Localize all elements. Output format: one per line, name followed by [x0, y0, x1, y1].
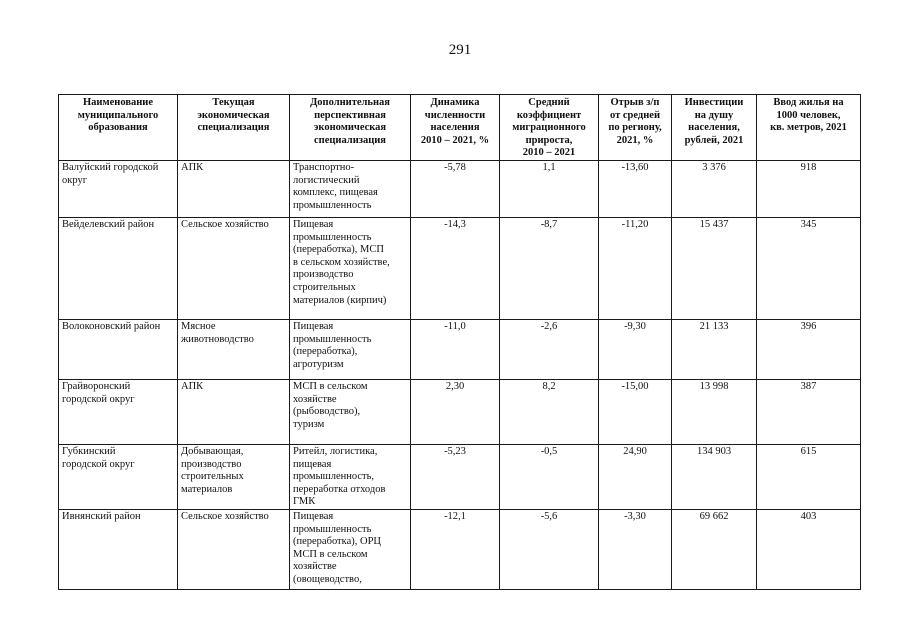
cell-municipality: Грайворонский городской округ — [59, 380, 178, 445]
cell-municipality: Волоконовский район — [59, 320, 178, 380]
cell-salary-gap: 24,90 — [599, 445, 672, 510]
header-additional-specialization: Дополнительная перспективная экономическая специализация — [290, 95, 411, 161]
cell-current-specialization: АПК — [178, 380, 290, 445]
cell-population-dynamics: -14,3 — [411, 218, 500, 320]
cell-additional-specialization: Пищевая промышленность (переработка), МСП в сельском хозяйстве, производство строительных материалов (кирпич) — [290, 218, 411, 320]
page-number: 291 — [448, 42, 472, 58]
cell-additional-specialization: Транспортно- логистический комплекс, пищевая промышленность — [290, 161, 411, 218]
cell-investment-per-capita: 13 998 — [672, 380, 757, 445]
cell-municipality: Ивнянский район — [59, 509, 178, 589]
cell-investment-per-capita: 3 376 — [672, 161, 757, 218]
cell-housing-commissioning: 918 — [757, 161, 861, 218]
table-row — [59, 161, 861, 218]
header-salary-gap: Отрыв з/п от средней по региону, 2021, % — [599, 95, 672, 161]
header-migration-coefficient: Средний коэффициент миграционного прироста, 2010 – 2021 — [500, 95, 599, 161]
cell-investment-per-capita: 134 903 — [672, 445, 757, 510]
table-header-row — [59, 95, 861, 161]
cell-salary-gap: -3,30 — [599, 509, 672, 589]
cell-migration-coefficient: 8,2 — [500, 380, 599, 445]
table-row — [59, 380, 861, 445]
header-population-dynamics: Динамика численности населения 2010 – 2021, % — [411, 95, 500, 161]
cell-salary-gap: -11,20 — [599, 218, 672, 320]
cell-population-dynamics: -11,0 — [411, 320, 500, 380]
cell-population-dynamics: -5,78 — [411, 161, 500, 218]
table-row — [59, 445, 861, 510]
cell-migration-coefficient: 1,1 — [500, 161, 599, 218]
header-municipality: Наименование муниципального образования — [59, 95, 178, 161]
cell-population-dynamics: -12,1 — [411, 509, 500, 589]
cell-housing-commissioning: 387 — [757, 380, 861, 445]
cell-population-dynamics: 2,30 — [411, 380, 500, 445]
cell-salary-gap: -15,00 — [599, 380, 672, 445]
cell-current-specialization: Сельское хозяйство — [178, 218, 290, 320]
municipal-specialization-table — [58, 94, 861, 590]
header-investment-per-capita: Инвестиции на душу населения, рублей, 2021 — [672, 95, 757, 161]
header-current-specialization: Текущая экономическая специализация — [178, 95, 290, 161]
cell-salary-gap: -9,30 — [599, 320, 672, 380]
table-row — [59, 509, 861, 589]
cell-municipality: Губкинский городской округ — [59, 445, 178, 510]
cell-current-specialization: АПК — [178, 161, 290, 218]
table-row — [59, 320, 861, 380]
cell-housing-commissioning: 403 — [757, 509, 861, 589]
cell-current-specialization: Мясное животноводство — [178, 320, 290, 380]
cell-current-specialization: Добывающая, производство строительных материалов — [178, 445, 290, 510]
cell-housing-commissioning: 396 — [757, 320, 861, 380]
cell-municipality: Вейделевский район — [59, 218, 178, 320]
cell-investment-per-capita: 69 662 — [672, 509, 757, 589]
cell-investment-per-capita: 21 133 — [672, 320, 757, 380]
cell-current-specialization: Сельское хозяйство — [178, 509, 290, 589]
cell-migration-coefficient: -5,6 — [500, 509, 599, 589]
cell-additional-specialization: Пищевая промышленность (переработка), агротуризм — [290, 320, 411, 380]
header-housing-commissioning: Ввод жилья на 1000 человек, кв. метров, 2021 — [757, 95, 861, 161]
table-row — [59, 218, 861, 320]
cell-municipality: Валуйский городской округ — [59, 161, 178, 218]
cell-migration-coefficient: -2,6 — [500, 320, 599, 380]
cell-housing-commissioning: 615 — [757, 445, 861, 510]
cell-additional-specialization: МСП в сельском хозяйстве (рыбоводство), туризм — [290, 380, 411, 445]
cell-investment-per-capita: 15 437 — [672, 218, 757, 320]
cell-housing-commissioning: 345 — [757, 218, 861, 320]
cell-salary-gap: -13,60 — [599, 161, 672, 218]
cell-additional-specialization: Пищевая промышленность (переработка), ОРЦ МСП в сельском хозяйстве (овощеводство, — [290, 509, 411, 589]
cell-migration-coefficient: -0,5 — [500, 445, 599, 510]
cell-population-dynamics: -5,23 — [411, 445, 500, 510]
cell-migration-coefficient: -8,7 — [500, 218, 599, 320]
cell-additional-specialization: Ритейл, логистика, пищевая промышленность, переработка отходов ГМК — [290, 445, 411, 510]
